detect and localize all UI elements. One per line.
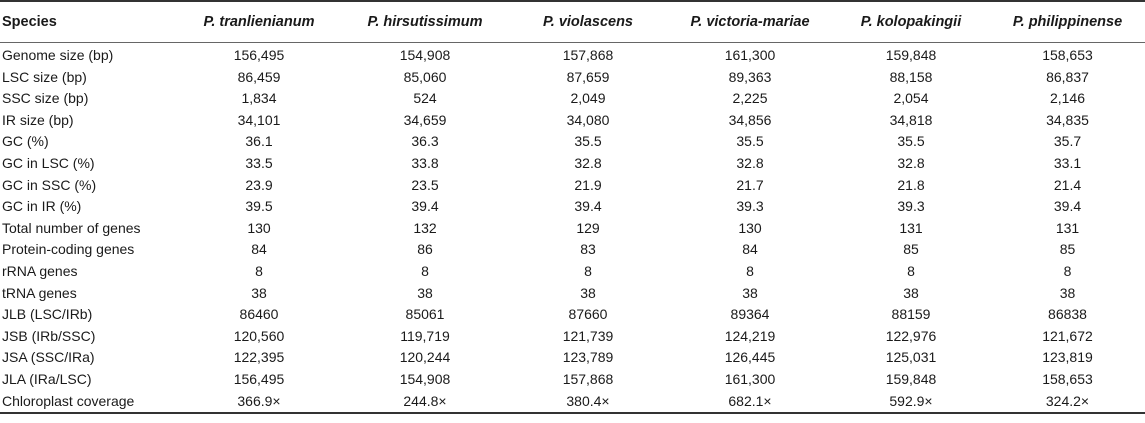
table-row bbox=[0, 326, 1145, 348]
table-cell: 8 bbox=[746, 262, 754, 279]
table-cell: 35.5 bbox=[574, 133, 602, 150]
table-cell: 2,225 bbox=[732, 90, 768, 107]
table-cell: 83 bbox=[580, 241, 596, 258]
table-cell: 34,818 bbox=[889, 111, 933, 128]
table-cell: 33.8 bbox=[411, 154, 439, 171]
table-cell: 8 bbox=[907, 262, 915, 279]
table-cell: 85 bbox=[903, 241, 919, 258]
table-row bbox=[0, 347, 1145, 369]
table-cell: 8 bbox=[584, 262, 592, 279]
table-cell: 159,848 bbox=[885, 47, 937, 63]
table-row bbox=[0, 218, 1145, 240]
table-cell: 86460 bbox=[239, 306, 279, 323]
table-row bbox=[0, 196, 1145, 218]
table-cell: 130 bbox=[738, 219, 762, 236]
table-cell: 39.4 bbox=[574, 198, 602, 215]
row-label: Chloroplast coverage bbox=[0, 391, 176, 414]
header-species-name: P. violascens bbox=[508, 1, 668, 43]
row-label: tRNA genes bbox=[2, 284, 77, 301]
table-cell: 524 bbox=[413, 90, 437, 107]
table-cell: 154,908 bbox=[399, 47, 451, 63]
table-cell: 36.1 bbox=[245, 133, 273, 150]
table-cell: 161,300 bbox=[724, 47, 776, 63]
table-cell: 159,848 bbox=[885, 370, 937, 387]
table-cell: 161,300 bbox=[724, 370, 776, 387]
table-row bbox=[0, 369, 1145, 391]
table-cell: 39.3 bbox=[897, 198, 925, 215]
row-label: GC in SSC (%) bbox=[2, 176, 97, 193]
table-cell: 85 bbox=[1059, 241, 1076, 258]
table-cell: 39.4 bbox=[1053, 198, 1082, 215]
table-cell: 8 bbox=[255, 262, 263, 279]
table-cell: 122,976 bbox=[885, 327, 937, 344]
table-cell: 121,672 bbox=[1042, 327, 1093, 344]
table-cell: 21.9 bbox=[574, 176, 602, 193]
table-row bbox=[0, 304, 1145, 326]
table-cell: 35.5 bbox=[897, 133, 925, 150]
row-label: LSC size (bp) bbox=[2, 68, 87, 85]
table-cell: 120,244 bbox=[399, 349, 451, 366]
table-cell: 34,856 bbox=[728, 111, 772, 128]
table-cell: 38 bbox=[1059, 284, 1076, 301]
header-species-name: P. philippinense bbox=[990, 1, 1145, 43]
table-row bbox=[0, 391, 1145, 414]
table-cell: 8 bbox=[421, 262, 429, 279]
table-cell: 23.5 bbox=[411, 176, 439, 193]
table-row bbox=[0, 67, 1145, 89]
row-label: GC in IR (%) bbox=[2, 198, 82, 215]
table-row bbox=[0, 110, 1145, 132]
row-label: GC in LSC (%) bbox=[2, 154, 95, 171]
row-label: rRNA genes bbox=[2, 262, 78, 279]
table-cell: 89,363 bbox=[728, 68, 772, 85]
table-row bbox=[0, 239, 1145, 261]
table-cell: 244.8× bbox=[342, 391, 508, 414]
table-cell: 124,219 bbox=[724, 327, 776, 344]
table-cell: 123,819 bbox=[1042, 349, 1093, 366]
table-cell: 592.9× bbox=[832, 391, 990, 414]
table-cell: 130 bbox=[247, 219, 271, 236]
table-cell: 86,459 bbox=[237, 68, 281, 85]
table-cell: 157,868 bbox=[562, 370, 614, 387]
table-cell: 132 bbox=[413, 219, 437, 236]
header-row bbox=[0, 1, 1145, 43]
row-label: JSB (IRb/SSC) bbox=[2, 327, 96, 344]
table-cell: 125,031 bbox=[885, 349, 937, 366]
row-label: JLA (IRa/LSC) bbox=[2, 370, 92, 387]
table-cell: 21.4 bbox=[1053, 176, 1082, 193]
header-species: Species bbox=[0, 1, 176, 43]
table-cell: 32.8 bbox=[736, 154, 764, 171]
table-row bbox=[0, 153, 1145, 175]
table-cell: 21.7 bbox=[736, 176, 764, 193]
header-species-name: P. victoria-mariae bbox=[668, 1, 832, 43]
row-label: IR size (bp) bbox=[2, 111, 74, 128]
table-cell: 122,395 bbox=[233, 349, 285, 366]
table-cell: 35.7 bbox=[1053, 133, 1082, 150]
table-row bbox=[0, 175, 1145, 197]
table-row bbox=[0, 43, 1145, 67]
table-cell: 87660 bbox=[568, 306, 608, 323]
table-row bbox=[0, 261, 1145, 283]
table-cell: 366.9× bbox=[176, 391, 342, 414]
row-label: GC (%) bbox=[2, 133, 49, 150]
row-label: SSC size (bp) bbox=[2, 90, 89, 107]
row-label: Genome size (bp) bbox=[2, 47, 114, 63]
table-cell: 21.8 bbox=[897, 176, 925, 193]
table-cell: 8 bbox=[1063, 262, 1072, 279]
table-cell: 32.8 bbox=[574, 154, 602, 171]
table-cell: 38 bbox=[251, 284, 267, 301]
table-cell: 156,495 bbox=[233, 370, 285, 387]
table-cell: 38 bbox=[580, 284, 596, 301]
table-cell: 38 bbox=[742, 284, 758, 301]
table-cell: 86838 bbox=[1048, 306, 1087, 323]
row-label: Protein-coding genes bbox=[2, 241, 135, 258]
table-cell: 88,158 bbox=[889, 68, 933, 85]
header-species-name: P. hirsutissimum bbox=[342, 1, 508, 43]
table-cell: 33.1 bbox=[1053, 154, 1082, 171]
table-cell: 23.9 bbox=[245, 176, 273, 193]
table-cell: 32.8 bbox=[897, 154, 925, 171]
table-cell: 123,789 bbox=[562, 349, 614, 366]
table-cell: 380.4× bbox=[508, 391, 668, 414]
table-cell: 120,560 bbox=[233, 327, 285, 344]
table-cell: 119,719 bbox=[400, 327, 450, 344]
table-cell: 86,837 bbox=[1046, 68, 1089, 85]
table-cell: 89364 bbox=[730, 306, 770, 323]
table-cell: 85,060 bbox=[403, 68, 447, 85]
table-cell: 158,653 bbox=[1042, 370, 1093, 387]
table-cell: 129 bbox=[576, 219, 600, 236]
table-cell: 34,835 bbox=[1046, 111, 1089, 128]
table-cell: 34,659 bbox=[403, 111, 447, 128]
table-cell: 121,739 bbox=[562, 327, 614, 344]
header-species-name: P. kolopakingii bbox=[832, 1, 990, 43]
table-cell: 158,653 bbox=[1042, 47, 1093, 63]
table-row bbox=[0, 283, 1145, 305]
table-cell: 39.5 bbox=[245, 198, 273, 215]
table-cell: 36.3 bbox=[411, 133, 439, 150]
table-cell: 126,445 bbox=[724, 349, 776, 366]
table-cell: 2,146 bbox=[1049, 90, 1086, 107]
table-cell: 34,080 bbox=[566, 111, 610, 128]
table-row bbox=[0, 88, 1145, 110]
row-label: Total number of genes bbox=[2, 219, 141, 236]
row-label: JSA (SSC/IRa) bbox=[2, 349, 95, 366]
table-cell: 39.4 bbox=[411, 198, 439, 215]
table-cell: 154,908 bbox=[399, 370, 451, 387]
table-cell: 38 bbox=[417, 284, 433, 301]
table-cell: 86 bbox=[417, 241, 433, 258]
table-cell: 324.2× bbox=[990, 391, 1145, 414]
table-cell: 34,101 bbox=[237, 111, 281, 128]
table-cell: 2,049 bbox=[570, 90, 606, 107]
table-cell: 85061 bbox=[405, 306, 445, 323]
table-cell: 33.5 bbox=[245, 154, 273, 171]
table-cell: 35.5 bbox=[736, 133, 764, 150]
table-cell: 84 bbox=[742, 241, 758, 258]
table-cell: 131 bbox=[899, 219, 923, 236]
table-row bbox=[0, 131, 1145, 153]
table-cell: 39.3 bbox=[736, 198, 764, 215]
table-cell: 84 bbox=[251, 241, 267, 258]
table-cell: 131 bbox=[1055, 219, 1080, 236]
table-cell: 88159 bbox=[891, 306, 931, 323]
row-label: JLB (LSC/IRb) bbox=[2, 306, 93, 323]
table-cell: 2,054 bbox=[893, 90, 929, 107]
header-species-name: P. tranlienianum bbox=[176, 1, 342, 43]
table-cell: 156,495 bbox=[233, 47, 285, 63]
table-cell: 87,659 bbox=[566, 68, 610, 85]
table-cell: 682.1× bbox=[668, 391, 832, 414]
table-cell: 1,834 bbox=[241, 90, 277, 107]
table-cell: 38 bbox=[903, 284, 919, 301]
table-cell: 157,868 bbox=[562, 47, 614, 63]
